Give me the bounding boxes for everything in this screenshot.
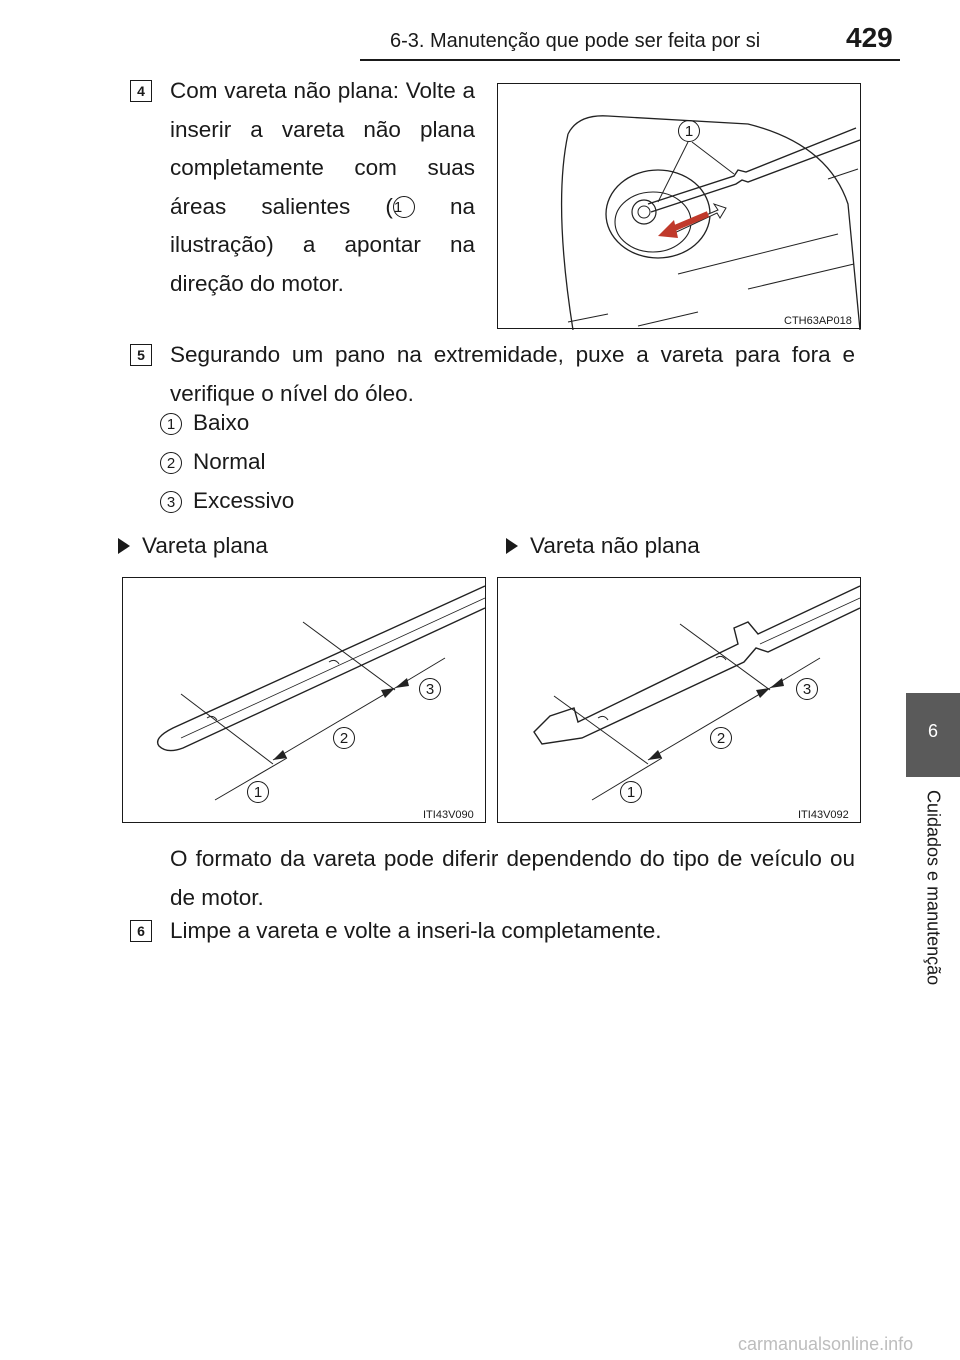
nonflat-callout-2: 2 [710,727,732,749]
nonflat-dipstick-heading: Vareta não plana [506,533,700,559]
section-title: 6-3. Manutenção que pode ser feita por si [390,30,761,52]
level-callout-3: 3 [160,491,182,513]
level-callout-1: 1 [160,413,182,435]
step-5-badge: 5 [130,344,152,366]
page-number: 429 [846,22,893,53]
chapter-title: Cuidados e manutenção [923,790,944,986]
step-6-text: Limpe a vareta e volte a inseri-la completamente. [170,918,662,943]
callout-1: 1 [393,196,415,218]
level-excess-label: Excessivo [193,488,295,513]
nonflat-dipstick-illustration [497,577,861,823]
nonflat-callout-1: 1 [620,781,642,803]
flat-figure-code: ITI43V090 [423,809,474,821]
level-normal-label: Normal [193,449,266,474]
flat-callout-2: 2 [333,727,355,749]
header-rule [360,59,900,61]
step-6-badge: 6 [130,920,152,942]
flat-callout-1: 1 [247,781,269,803]
dipstick-insertion-illustration [497,83,861,329]
dipstick-shape-note: O formato da vareta pode diferir dependendo do tipo de veículo ou de motor. [170,846,855,910]
nonflat-figure-code: ITI43V092 [798,809,849,821]
triangle-bullet-icon [118,538,130,554]
watermark: carmanualsonline.info [738,1334,914,1354]
step-4-badge: 4 [130,80,152,102]
figure-code: CTH63AP018 [784,315,852,327]
chapter-number: 6 [927,721,938,741]
figure-callout-1: 1 [678,120,700,142]
nonflat-callout-3: 3 [796,678,818,700]
triangle-bullet-icon [506,538,518,554]
level-callout-2: 2 [160,452,182,474]
flat-dipstick-heading: Vareta plana [118,533,268,559]
flat-callout-3: 3 [419,678,441,700]
step-4-text: Com vareta não plana: Volte a inserir a vareta não plana completamente com suas áreas salientes (1 na ilustração) a apontar na direção do motor. [170,78,475,296]
step-5-text: Segurando um pano na extremidade, puxe a vareta para fora e verifique o nível do óleo. [170,342,855,406]
level-low-label: Baixo [193,410,250,435]
chapter-tab [906,693,960,777]
flat-dipstick-illustration [122,577,486,823]
